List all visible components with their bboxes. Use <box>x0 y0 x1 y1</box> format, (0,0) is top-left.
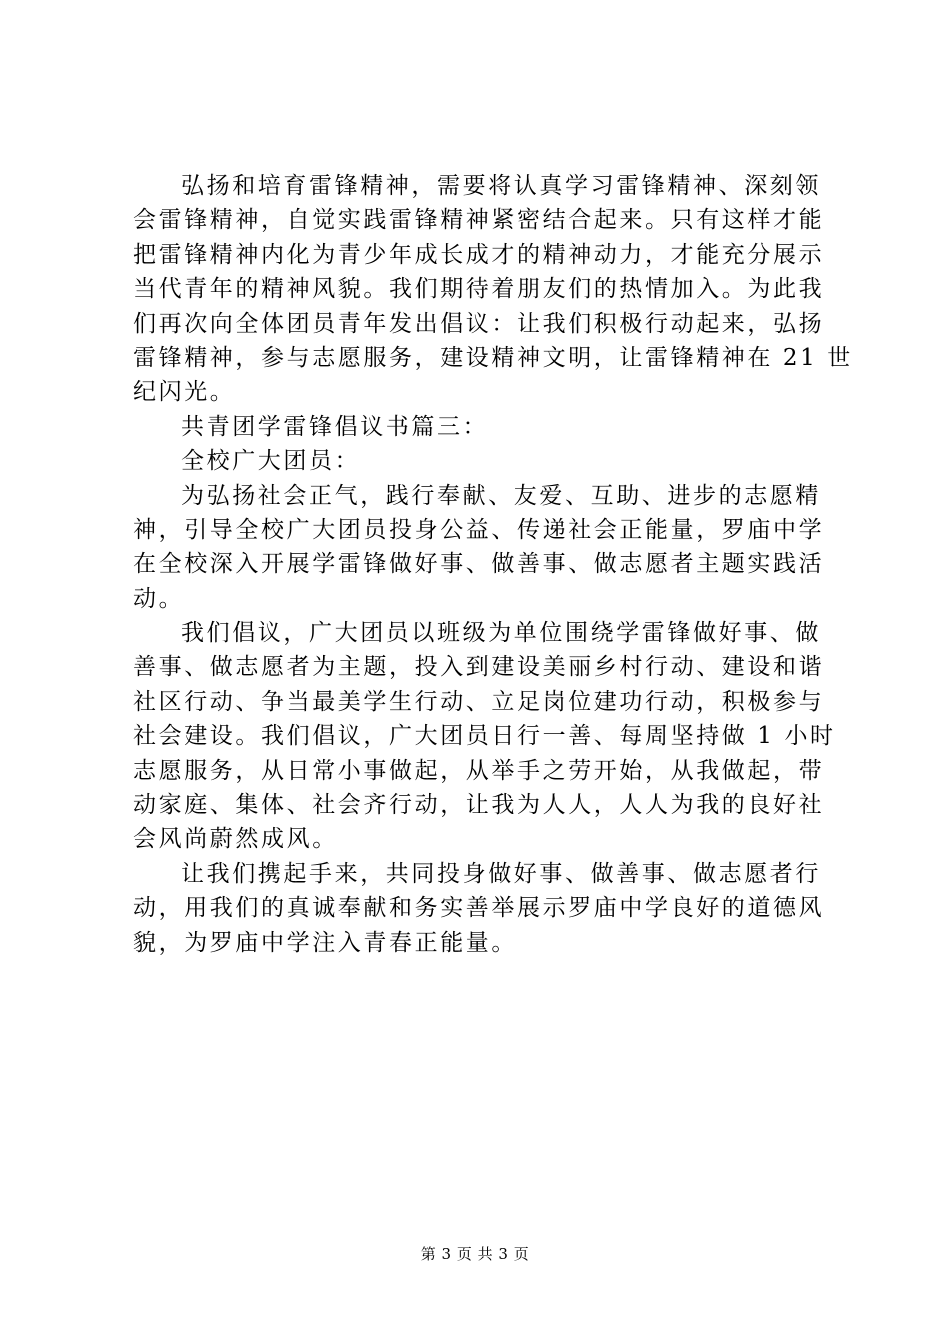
paragraph-line: 弘扬和培育雷锋精神，需要将认真学习雷锋精神、深刻领 <box>181 173 821 199</box>
paragraph-line: 纪闪光。 <box>133 379 236 406</box>
paragraph-line: 们再次向全体团员青年发出倡议：让我们积极行动起来，弘扬 <box>133 310 825 337</box>
paragraph-line: 在全校深入开展学雷锋做好事、做善事、做志愿者主题实践活 <box>133 551 825 578</box>
paragraph-line: 善事、做志愿者为主题，投入到建设美丽乡村行动、建设和谐 <box>133 654 825 681</box>
paragraph-line: 神，引导全校广大团员投身公益、传递社会正能量，罗庙中学 <box>133 516 825 543</box>
section-heading: 共青团学雷锋倡议书篇三： <box>181 413 489 440</box>
paragraph-line: 动，用我们的真诚奉献和务实善举展示罗庙中学良好的道德风 <box>133 895 825 922</box>
paragraph-line: 社区行动、争当最美学生行动、立足岗位建功行动，积极参与 <box>133 688 825 715</box>
paragraph-line: 我们倡议，广大团员以班级为单位围绕学雷锋做好事、做 <box>181 620 821 647</box>
paragraph-line: 会风尚蔚然成风。 <box>133 826 338 853</box>
page-footer: 第 3 页 共 3 页 <box>420 1245 530 1263</box>
paragraph-line: 貌，为罗庙中学注入青春正能量。 <box>133 929 517 956</box>
paragraph-line: 当代青年的精神风貌。我们期待着朋友们的热情加入。为此我 <box>133 276 825 303</box>
paragraph-line: 让我们携起手来，共同投身做好事、做善事、做志愿者行 <box>181 860 821 887</box>
paragraph-line: 会雷锋精神，自觉实践雷锋精神紧密结合起来。只有这样才能 <box>133 207 825 234</box>
paragraph-line: 雷锋精神，参与志愿服务，建设精神文明，让雷锋精神在 21 世 <box>133 344 853 371</box>
salutation: 全校广大团员： <box>181 448 361 475</box>
paragraph-line: 为弘扬社会正气，践行奉献、友爱、互助、进步的志愿精 <box>181 482 821 509</box>
paragraph-line: 志愿服务，从日常小事做起，从举手之劳开始，从我做起，带 <box>133 757 825 784</box>
paragraph-line: 把雷锋精神内化为青少年成长成才的精神动力，才能充分展示 <box>133 241 825 268</box>
paragraph-line: 动家庭、集体、社会齐行动，让我为人人，人人为我的良好社 <box>133 792 825 819</box>
document-body <box>133 169 853 960</box>
paragraph-line: 动。 <box>133 585 185 612</box>
paragraph-line: 社会建设。我们倡议，广大团员日行一善、每周坚持做 1 小时 <box>133 723 836 750</box>
